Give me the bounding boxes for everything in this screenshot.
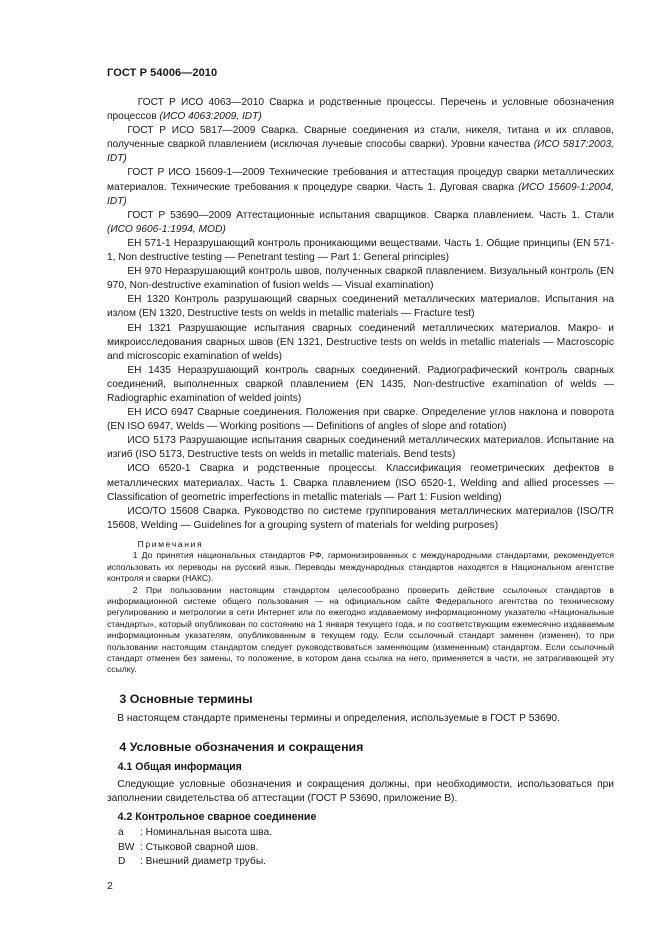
note-item: 1 До принятия национальных стандартов РФ, гармонизированных с международными стандартами, рекомендуется использовать их переводы на русский язык. Переводы международных стандартов находятся в Национальном агентстве контроля и сварки (НАКС).: [107, 550, 614, 584]
reference-text: ГОСТ Р ИСО 5817—2009 Сварка. Сварные соединения из стали, никеля, титана и их сплавов, полученные сваркой плавлением (исключая лучевые способы сварки). Уровни качества: [107, 125, 614, 151]
section-4-heading: 4 Условные обозначения и сокращения: [119, 739, 364, 754]
reference-item: [107, 293, 614, 321]
reference-item: [107, 364, 614, 406]
legend-symbol: D: [118, 855, 126, 867]
reference-text: ИСО 5173 Разрушающие испытания сварных соединений металлических материалов. Испытание на изгиб (ISO 5173, Destructive tests on welds in metallic materials. Bend tests): [107, 435, 614, 461]
reference-item: [107, 265, 614, 293]
reference-equivalence: (ИСО 9606-1:1994, MOD): [107, 223, 226, 235]
notes-title: Примечания: [137, 538, 204, 549]
reference-item: [107, 96, 614, 124]
page-number: 2: [107, 880, 113, 892]
reference-text: ЕН 1321 Разрушающие испытания сварных соединений металлических материалов. Макро- и микроисследования сварных швов (EN 1321, Destructive tests on welds in metallic materials — Macroscopic and microscopic examination of welds): [107, 322, 614, 362]
reference-item: [107, 406, 614, 434]
subsection-4-1-text: Следующие условные обозначения и сокращения должны, при необходимости, использоваться при заполнении свидетельства об аттестации (ГОСТ Р 53690, приложение В).: [107, 779, 614, 805]
legend-row: [118, 841, 614, 855]
legend-symbol: BW: [118, 841, 135, 853]
reference-item: [107, 124, 614, 166]
notes-block: [107, 539, 614, 676]
note-item: 2 При пользовании настоящим стандартом целесообразно проверить действие ссылочных стандартов в информационной системе общего пользования — на официальном сайте Федерального агентства по техническому регулированию и метрологии в сети Интернет или по ежегодно издаваемому информационному указателю «Национальные стандарты», который опубликован по состоянию на 1 января текущего года, и по соответствующим ежемесячно издаваемым информационным указателям, опубликованным в текущем году. Если ссылочный стандарт заменен (изменен), то при пользовании настоящим стандартом следует руководствоваться заменяющим (измененным) стандартом. Если ссылочный стандарт отменен без замены, то положение, в котором дана ссылка на него, применяется в части, не затрагивающей эту ссылку.: [107, 584, 614, 675]
reference-equivalence: (ИСО 4063:2009, IDT): [159, 111, 262, 123]
reference-text: ЕН 1320 Контроль разрушающий сварных соединений металлических материалов. Испытания на излом (EN 1320, Destructive tests on welds in metallic materials — Fracture test): [107, 294, 614, 320]
reference-item: [107, 237, 614, 265]
document-body: [107, 96, 614, 869]
symbol-legend: [107, 826, 614, 868]
legend-description: : Стыковой сварной шов.: [140, 841, 259, 853]
section-3-text: В настоящем стандарте применены термины и определения, используемые в ГОСТ Р 53690.: [117, 712, 560, 724]
document-header-id: ГОСТ Р 54006—2010: [107, 67, 218, 79]
legend-row: [118, 826, 614, 840]
reference-text: ИСО/ТО 15608 Сварка. Руководство по системе группирования металлических материалов (ISO/TR 15608, Welding — Guidelines for a grouping system of materials for welding purposes): [107, 505, 614, 531]
reference-text: ЕН 970 Неразрушающий контроль швов, полученных сваркой плавлением. Визуальный контроль (EN 970, Non-destructive examination of fusion welds — Visual examination): [107, 266, 614, 292]
legend-description: : Внешний диаметр трубы.: [140, 855, 266, 867]
reference-item: [107, 209, 614, 237]
reference-item: [107, 505, 614, 533]
subsection-4-1-heading: 4.1 Общая информация: [117, 761, 242, 774]
reference-text: ЕН 1435 Неразрушающий контроль сварных соединений. Радиографический контроль сварных соединений, выполненных сваркой плавлением (EN 1435, Non-destructive examination of welds — Radiographic examination of welded joints): [107, 364, 614, 404]
legend-row: [118, 855, 614, 869]
reference-text: ЕН 571-1 Неразрушающий контроль проникающими веществами. Часть 1. Общие принципы (EN 571-1, Non destructive testing — Penetrant testing — Part 1: General principles): [107, 237, 614, 264]
section-3-heading: 3 Основные термины: [119, 691, 253, 706]
subsection-4-2-heading: 4.2 Контрольное сварное соединение: [117, 811, 317, 824]
reference-equivalence: (ИСО 5817:2003, IDT): [107, 139, 614, 165]
reference-item: [107, 166, 614, 208]
reference-text: ЕН ИСО 6947 Сварные соединения. Положения при сварке. Определение углов наклона и поворота (EN ISO 6947, Welds — Working positions — Definitions of angles of slope and rotation): [107, 407, 614, 433]
reference-equivalence: (ИСО 15609-1:2004, IDT): [107, 181, 615, 207]
reference-item: [107, 322, 614, 364]
reference-text: ГОСТ Р ИСО 4063—2010 Сварка и родственные процессы. Перечень и условные обозначения процессов: [107, 97, 614, 123]
reference-text: ИСО 6520-1 Сварка и родственные процессы. Классификация геометрических дефектов в металлических материалах. Часть 1. Сварка плавлением (ISO 6520-1, Welding and allied processes — Classification of geometric imperfections in metallic materials — Part 1: Fusion welding): [107, 463, 614, 503]
reference-text: ГОСТ Р ИСО 15609-1—2009 Технические требования и аттестация процедур сварки металлических материалов. Технические требования к процедуре сварки. Часть 1. Дуговая сварка: [107, 167, 614, 193]
reference-item: [107, 434, 614, 462]
legend-symbol: a: [118, 827, 124, 839]
reference-item: [107, 462, 614, 504]
reference-text: ГОСТ Р 53690—2009 Аттестационные испытания сварщиков. Сварка плавлением. Часть 1. Стали: [127, 209, 614, 221]
normative-references-list: [107, 96, 614, 533]
legend-description: : Номинальная высота шва.: [140, 827, 272, 839]
